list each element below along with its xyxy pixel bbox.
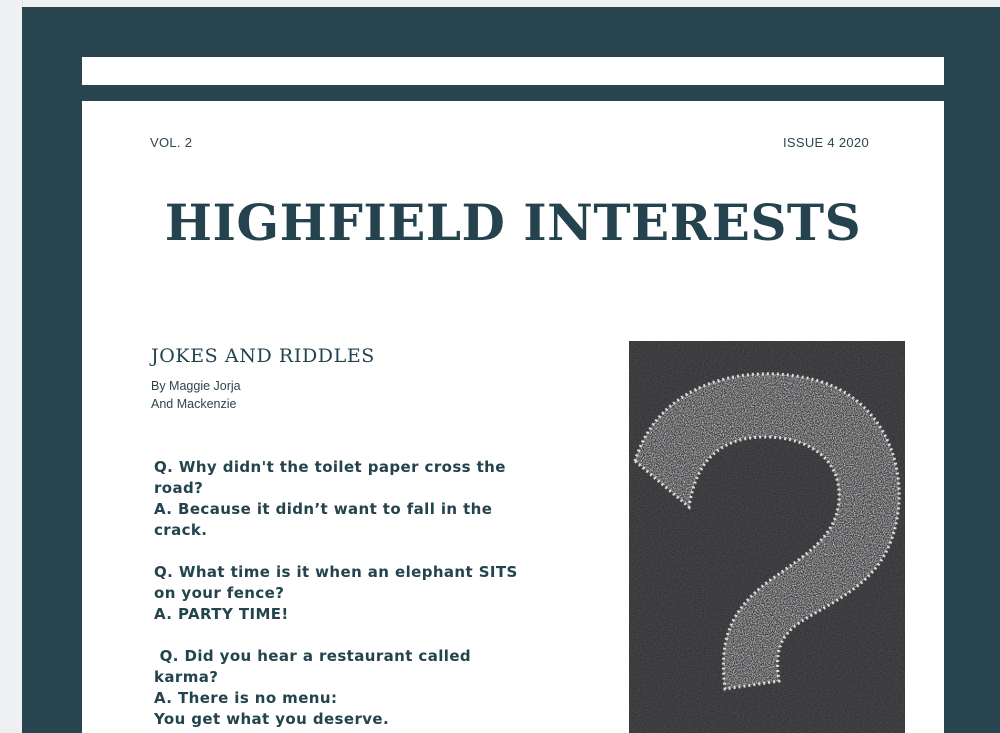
chalk-question-mark-image <box>629 341 905 733</box>
joke-line: A. Because it didn’t want to fall in the <box>154 500 493 518</box>
left-gutter <box>0 0 23 733</box>
byline-line: And Mackenzie <box>151 397 237 411</box>
joke-line: A. PARTY TIME! <box>154 605 289 623</box>
newsletter-title: HIGHFIELD INTERESTS <box>164 193 862 252</box>
jokes-list <box>154 457 554 733</box>
byline <box>151 377 241 413</box>
previous-page-strip <box>82 57 944 85</box>
newsletter-page <box>82 101 944 733</box>
volume-label: VOL. 2 <box>150 135 193 150</box>
joke-item <box>154 457 554 541</box>
joke-line: Q. Did you hear a restaurant called <box>154 647 472 665</box>
joke-item <box>154 562 554 625</box>
joke-line: Q. What time is it when an elephant SITS <box>154 563 518 581</box>
issue-label: ISSUE 4 2020 <box>783 135 869 150</box>
section-heading: JOKES AND RIDDLES <box>151 345 375 367</box>
joke-line: on your fence? <box>154 584 285 602</box>
joke-line: road? <box>154 479 204 497</box>
joke-line: Q. Why didn't the toilet paper cross the <box>154 458 506 476</box>
joke-line: crack. <box>154 521 208 539</box>
top-gutter <box>0 0 1000 7</box>
joke-line: A. There is no menu: <box>154 689 338 707</box>
joke-line: You get what you deserve. <box>154 710 390 728</box>
joke-line: karma? <box>154 668 219 686</box>
chalk-question-mark-icon <box>629 341 905 733</box>
byline-line: By Maggie Jorja <box>151 379 241 393</box>
joke-item <box>154 646 554 730</box>
